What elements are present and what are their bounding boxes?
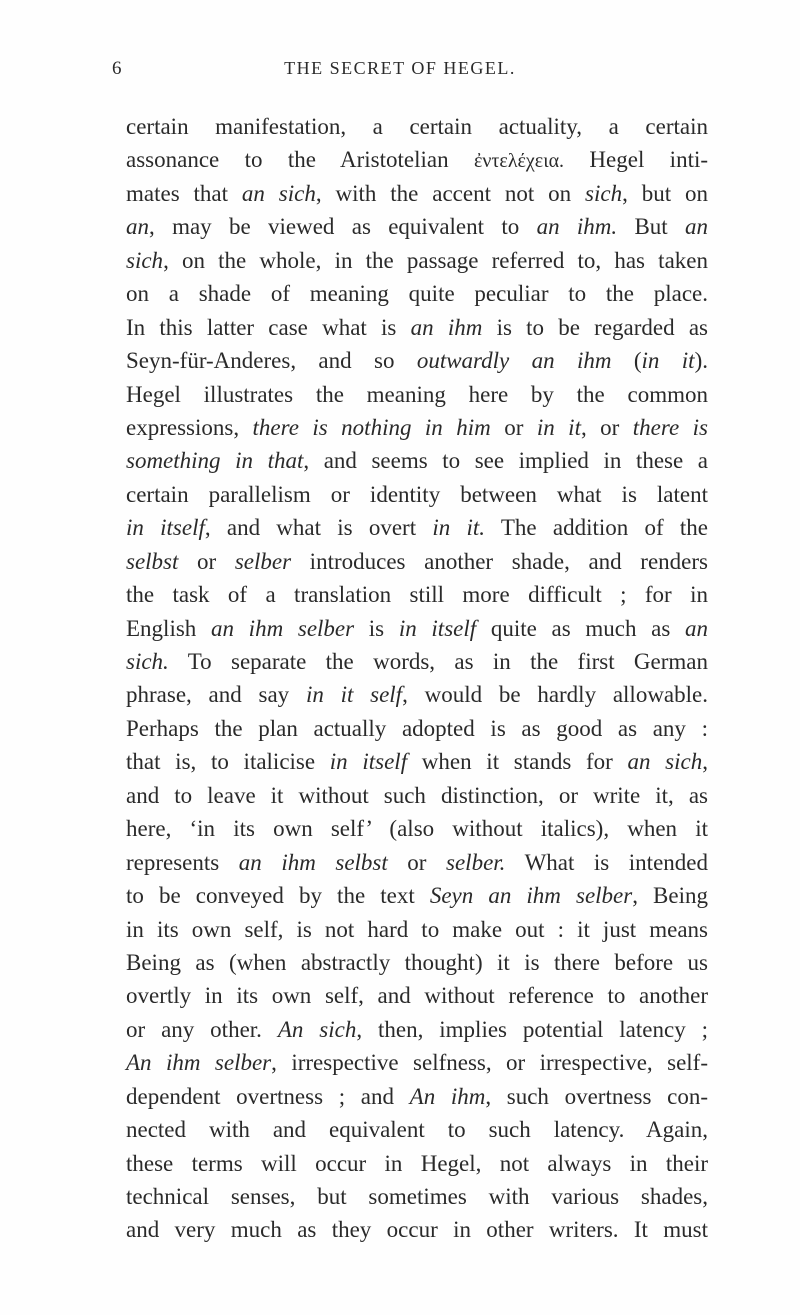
italic-text: in it: [641, 348, 695, 374]
text-line: [126, 210, 708, 243]
italic-text: An sich: [277, 1016, 357, 1042]
text-line: [126, 745, 708, 778]
italic-text: in itself: [398, 615, 477, 641]
text-segment: , on the whole, in the passage referred to, has taken: [163, 247, 708, 273]
italic-text: outwardly an ihm: [416, 348, 612, 374]
text-segment: on a shade of meaning quite peculiar to the place.: [126, 281, 708, 307]
text-segment: represents: [126, 849, 239, 875]
text-line: [126, 244, 708, 277]
italic-text: there is nothing in him: [252, 414, 491, 440]
text-segment: , with the accent not on: [315, 180, 586, 206]
text-line: [126, 1013, 708, 1046]
text-segment: ).: [694, 348, 708, 374]
text-segment: quite as much as: [476, 615, 686, 641]
text-segment: is: [354, 615, 399, 641]
text-segment: that is, to italicise: [126, 749, 330, 775]
text-segment: expressions,: [126, 414, 253, 440]
text-line: [126, 511, 708, 544]
text-segment: to be conveyed by the text: [126, 883, 430, 909]
text-segment: technical senses, but sometimes with various shades,: [126, 1184, 708, 1209]
italic-text: an sich: [627, 749, 703, 775]
text-segment: In this latter case what is: [126, 314, 411, 340]
text-segment: ,: [702, 749, 708, 775]
text-line: [126, 812, 708, 845]
text-segment: certain manifestation, a certain actuality, a certain: [126, 114, 708, 139]
text-segment: in its own self, is not hard to make out : it just means: [126, 916, 708, 942]
text-line: [126, 1113, 708, 1146]
italic-text: sich: [585, 180, 623, 206]
text-line: [126, 1046, 708, 1079]
text-segment: Hegel illustrates the meaning here by the common: [126, 381, 708, 407]
text-line: [126, 1147, 708, 1180]
text-segment: , would be hardly allowable.: [402, 682, 708, 708]
text-line: [126, 344, 708, 377]
text-segment: , but on: [622, 180, 709, 206]
italic-text: an ihm: [410, 314, 483, 340]
text-segment: here, ‘in its own self’ (also without italics), when it: [126, 816, 708, 842]
italic-text: Seyn an ihm selber: [429, 883, 633, 909]
italic-text: An ihm selber: [126, 1050, 272, 1076]
italic-text: an: [126, 214, 149, 240]
text-segment: , and what is overt: [204, 515, 433, 541]
text-segment: , and seems to see implied in these a: [303, 448, 708, 474]
text-line: [126, 1213, 708, 1246]
text-line: [126, 979, 708, 1012]
italic-text: in it self: [305, 682, 403, 708]
text-line: [126, 1080, 708, 1113]
italic-text: an sich: [241, 180, 316, 206]
text-segment: , Being: [632, 883, 708, 909]
italic-text: an ihm selbst: [238, 849, 388, 875]
text-segment: overtly in its own self, and without reference to another: [126, 983, 708, 1009]
italic-text: an ihm selber: [210, 615, 355, 641]
text-line: [126, 946, 708, 979]
text-segment: , such overtness con-: [485, 1083, 708, 1109]
text-line: [126, 879, 708, 912]
text-line: [126, 846, 708, 879]
text-segment: phrase, and say: [126, 682, 306, 708]
text-segment: when it stands for: [407, 749, 628, 775]
text-segment: or any other.: [126, 1016, 278, 1042]
text-segment: Seyn-für-Anderes, and so: [126, 348, 417, 374]
text-line: [126, 378, 708, 411]
greek-text: ἐντελέχεια.: [473, 150, 565, 173]
text-segment: , may be viewed as equivalent to: [149, 214, 537, 240]
italic-text: in itself: [126, 515, 205, 541]
italic-text: An ihm: [409, 1083, 486, 1109]
text-segment: and to leave it without such distinction, or write it, as: [126, 782, 708, 808]
text-segment: and very much as they occur in other writers. It must: [126, 1217, 708, 1243]
text-line: [126, 779, 708, 812]
text-segment: , or: [580, 414, 633, 440]
text-segment: What is intended: [505, 849, 708, 875]
italic-text: something in that: [126, 448, 304, 474]
page-number: 6: [112, 58, 122, 79]
text-segment: certain parallelism or identity between what is latent: [126, 481, 708, 507]
text-segment: To separate the words, as in the first German: [168, 649, 708, 674]
text-line: [126, 612, 708, 645]
italic-text: selber: [234, 548, 292, 574]
body-paragraph: [126, 110, 708, 1247]
text-line: [126, 311, 708, 344]
text-segment: assonance to the Aristotelian: [126, 147, 474, 173]
italic-text: there is: [632, 414, 708, 440]
text-segment: Hegel inti-: [564, 147, 709, 173]
running-head: THE SECRET OF HEGEL.: [284, 58, 516, 78]
italic-text: in itself: [329, 749, 408, 775]
italic-text: sich: [126, 247, 164, 273]
text-line: [126, 645, 708, 678]
italic-text: selbst: [126, 548, 179, 574]
text-segment: (: [611, 348, 642, 374]
text-segment: is to be regarded as: [482, 314, 709, 340]
text-line: [126, 678, 708, 711]
text-segment: Being as (when abstractly thought) it is there before us: [126, 949, 708, 975]
text-segment: the task of a translation still more difficult ; for in: [126, 582, 708, 608]
text-segment: mates that: [126, 180, 242, 206]
text-segment: or: [387, 849, 447, 875]
text-segment: , irrespective selfness, or irrespective, self-: [271, 1050, 708, 1076]
page-header: [0, 58, 800, 88]
italic-text: an: [685, 214, 709, 240]
italic-text: an ihm.: [536, 214, 618, 240]
text-line: [126, 913, 708, 946]
text-line: [126, 712, 708, 745]
italic-text: in it: [536, 414, 581, 440]
text-line: [126, 143, 708, 176]
text-segment: But: [617, 214, 686, 240]
text-line: [126, 444, 708, 477]
text-segment: dependent overtness ; and: [126, 1083, 410, 1109]
text-segment: The addition of the: [485, 515, 708, 541]
italic-text: sich.: [126, 649, 169, 674]
text-segment: Perhaps the plan actually adopted is as good as any :: [126, 715, 708, 741]
text-segment: , then, implies potential latency ;: [356, 1016, 708, 1042]
text-line: [126, 545, 708, 578]
italic-text: an: [685, 615, 709, 641]
text-line: [126, 277, 708, 310]
italic-text: selber.: [446, 849, 506, 875]
text-segment: or: [490, 414, 537, 440]
text-segment: or: [178, 548, 235, 574]
text-line: [126, 177, 708, 210]
text-segment: English: [126, 615, 211, 641]
italic-text: in it.: [432, 515, 486, 541]
text-line: [126, 1180, 708, 1213]
text-segment: introduces another shade, and renders: [291, 548, 708, 574]
text-line: [126, 411, 708, 444]
text-line: [126, 110, 708, 143]
text-segment: these terms will occur in Hegel, not always in their: [126, 1150, 708, 1176]
text-line: [126, 478, 708, 511]
text-segment: nected with and equivalent to such latency. Again,: [126, 1117, 708, 1143]
text-line: [126, 578, 708, 611]
